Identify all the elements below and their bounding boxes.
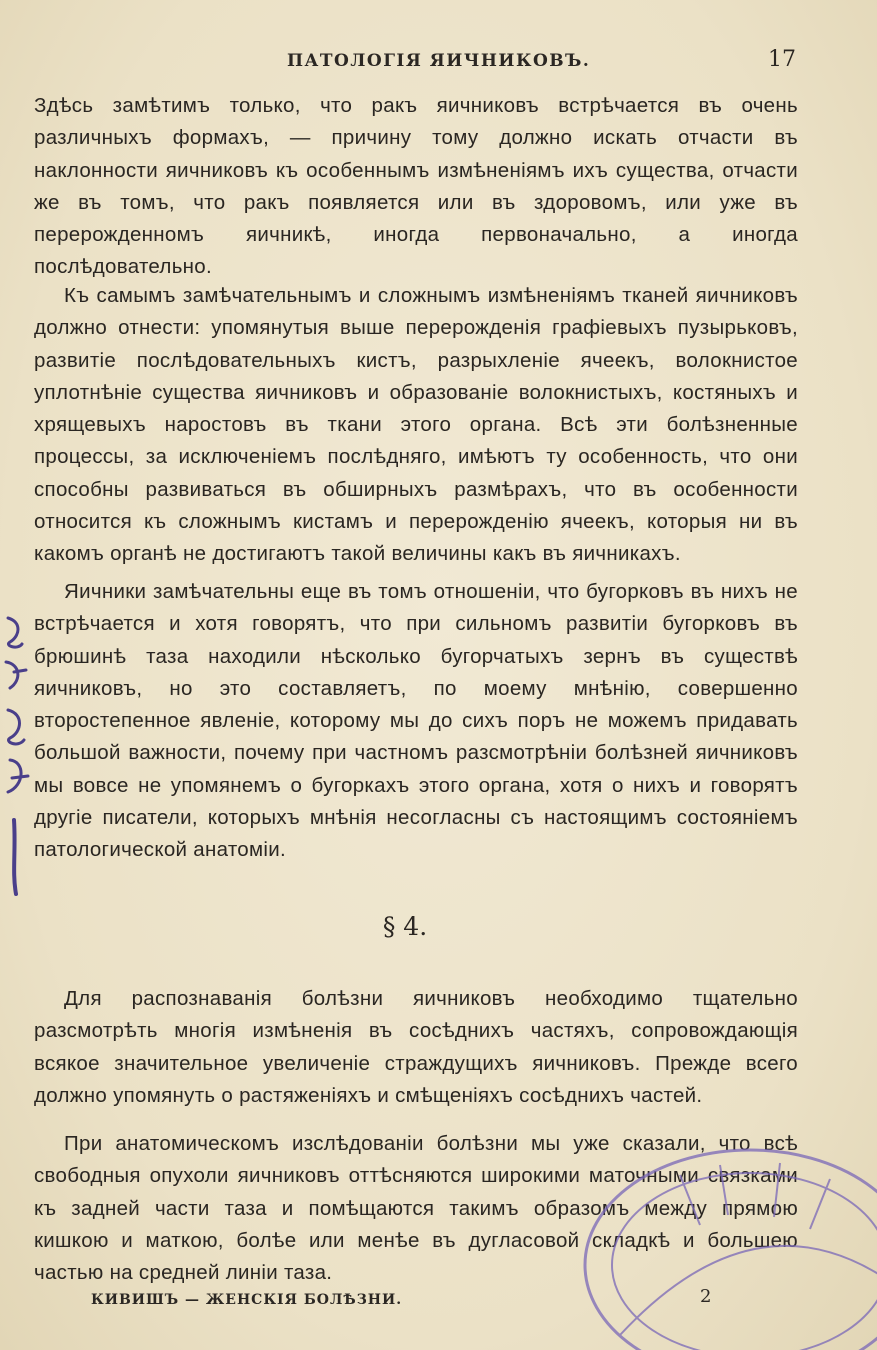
signature-line: КИВИШЪ — ЖЕНСКІЯ БОЛѢЗНИ. xyxy=(91,1292,403,1308)
running-title: ПАТОЛОГІЯ ЯИЧНИКОВЪ. xyxy=(287,51,591,71)
paragraph-text: Здѣсь замѣтимъ только, что ракъ яичниковъ встрѣчается въ очень различныхъ формахъ, — причину тому должно искать отчасти въ наклонности яичниковъ къ особеннымъ измѣненіямъ ихъ существа, отчасти же въ томъ, что ракъ появляется или въ здоровомъ, или уже въ перерожденномъ яичникѣ, иногда первоначально, а иногда послѣдовательно. xyxy=(34,94,798,279)
paragraph-text: Яичники замѣчательны еще въ томъ отношеніи, что бугорковъ въ нихъ не встрѣчается и хотя говорятъ, что при сильномъ развитіи бугорковъ въ брюшинѣ таза находили нѣсколько бугорчатыхъ зернъ въ существѣ яичниковъ, но это составляетъ, по моему мнѣнію, совершенно второстепенное явленіе, которому мы до сихъ поръ не можемъ придавать большой важности, почему при частномъ разсмотрѣніи болѣзней яичниковъ мы вовсе не упомянемъ о бугоркахъ этого органа, хотя о нихъ и говорятъ другіе писатели, которыхъ мнѣнія несогласны съ настоящимъ состояніемъ патологической анатоміи. xyxy=(34,580,798,862)
library-stamp-seal xyxy=(560,1135,877,1350)
sheet-number: 2 xyxy=(700,1286,712,1307)
section-heading: § 4. xyxy=(382,912,428,941)
paragraph-3 xyxy=(34,576,798,867)
paragraph-text: Для распознаванія болѣзни яичниковъ необходимо тщательно разсмотрѣть многія измѣненія въ сосѣднихъ частяхъ, сопровождающія всякое значительное увеличеніе страждущихъ яичниковъ. Прежде всего должно упомянуть о растяженіяхъ и смѣщеніяхъ сосѣднихъ частей. xyxy=(34,987,798,1107)
paragraph-text: При анатомическомъ изслѣдованіи болѣзни мы уже сказали, что всѣ свободныя опухоли яичниковъ оттѣсняются широкими маточными связками къ задней части таза и помѣщаются такимъ образомъ между прямою кишкою и маткою, болѣе или менѣе въ дугласовой складкѣ и большею частью на средней линіи таза. xyxy=(34,1132,798,1285)
page-number: 17 xyxy=(768,47,796,72)
paragraph-1 xyxy=(34,90,798,284)
paragraph-text: Къ самымъ замѣчательнымъ и сложнымъ измѣненіямъ тканей яичниковъ должно отнести: упомянутыя выше перерожденія графіевыхъ пузырьковъ, развитіе послѣдовательныхъ кистъ, разрыхленіе ячеекъ, волокнистое уплотнѣніе существа яичниковъ и образованіе волокнистыхъ, костяныхъ и хрящевыхъ наростовъ въ ткани этого органа. Всѣ эти болѣзненные процессы, за исключеніемъ послѣдняго, имѣютъ ту особенность, что они способны развиваться въ обширныхъ размѣрахъ, что въ особенности относится къ сложнымъ кистамъ и перерожденію ячеекъ, которыя ни въ какомъ органѣ не достигаютъ такой величины какъ въ яичникахъ. xyxy=(34,284,798,566)
running-head xyxy=(0,47,877,77)
paragraph-4 xyxy=(34,983,798,1112)
paragraph-2 xyxy=(34,280,798,571)
handwritten-margin-mark xyxy=(0,610,40,900)
